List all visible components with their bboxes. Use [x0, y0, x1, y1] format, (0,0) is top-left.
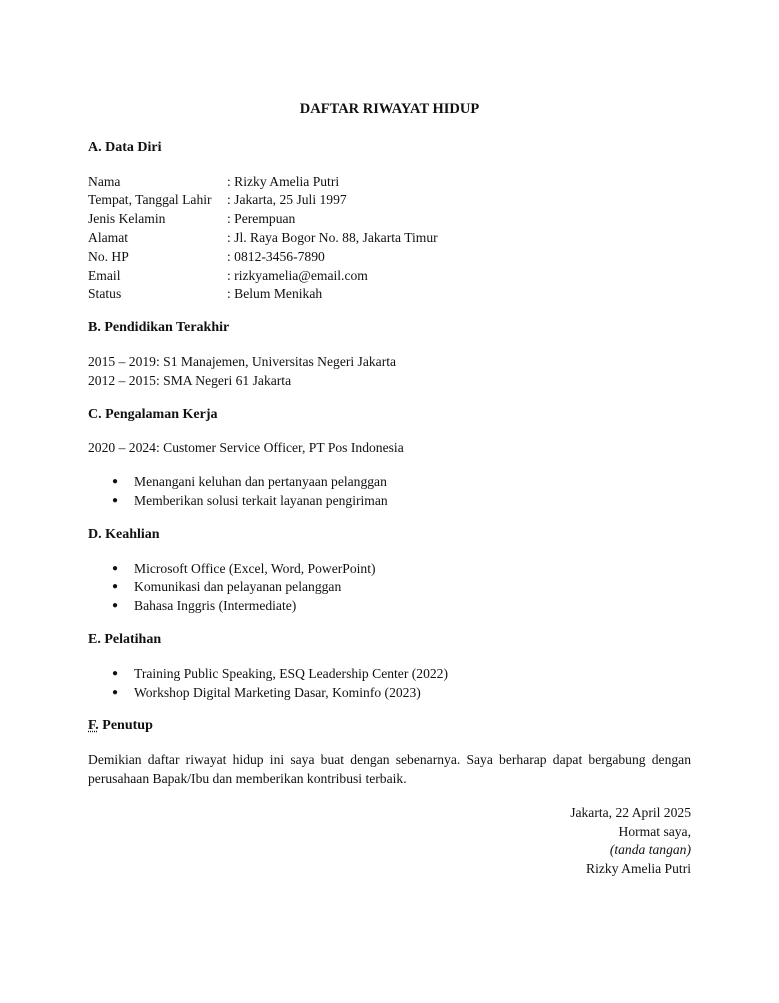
section-c-heading: C. Pengalaman Kerja	[88, 406, 218, 422]
field-value: : Belum Menikah	[227, 286, 323, 302]
personal-data-row	[88, 229, 691, 248]
personal-data-row	[88, 248, 691, 267]
field-label: Nama	[88, 173, 121, 189]
signature-note: (tanda tangan)	[609, 842, 691, 858]
education-item: 2015 – 2019: S1 Manajemen, Universitas Negeri Jakarta	[88, 353, 397, 369]
list-item: ● Microsoft Office (Excel, Word, PowerPoint)	[112, 560, 691, 579]
personal-data-row	[88, 285, 691, 304]
education-item: 2012 – 2015: SMA Negeri 61 Jakarta	[88, 372, 292, 388]
section-f-title: Penutup	[98, 718, 153, 734]
field-label: Email	[88, 267, 121, 283]
job-line: 2020 – 2024: Customer Service Officer, PT Pos Indonesia	[88, 440, 404, 456]
document-title: DAFTAR RIWAYAT HIDUP	[299, 101, 480, 117]
personal-data-row	[88, 267, 691, 286]
field-value: : 0812-3456-7890	[227, 248, 325, 264]
place-date: Jakarta, 22 April 2025	[570, 804, 691, 820]
field-label: Status	[88, 286, 122, 302]
field-value: : Perempuan	[227, 211, 296, 227]
list-item: ● Komunikasi dan pelayanan pelanggan	[112, 578, 691, 597]
personal-data-row	[88, 173, 691, 192]
training-list	[88, 665, 691, 703]
section-b-heading: B. Pendidikan Terakhir	[88, 320, 230, 336]
list-item: ● Bahasa Inggris (Intermediate)	[112, 597, 691, 616]
field-label: No. HP	[88, 248, 129, 264]
personal-data-row	[88, 191, 691, 210]
closing-salutation: Hormat saya,	[618, 823, 691, 839]
list-item: ● Training Public Speaking, ESQ Leadership Center (2022)	[112, 665, 691, 684]
field-value: : Jakarta, 25 Juli 1997	[227, 192, 347, 208]
field-value: : Jl. Raya Bogor No. 88, Jakarta Timur	[227, 229, 438, 245]
job-duties-list	[88, 473, 691, 511]
personal-data-row	[88, 210, 691, 229]
field-label: Jenis Kelamin	[88, 211, 166, 227]
section-d-heading: D. Keahlian	[88, 526, 160, 542]
field-label: Tempat, Tanggal Lahir	[88, 192, 212, 208]
field-value: : rizkyamelia@email.com	[227, 267, 368, 283]
list-item: ● Memberikan solusi terkait layanan pengiriman	[112, 492, 691, 511]
list-item: ● Menangani keluhan dan pertanyaan pelanggan	[112, 473, 691, 492]
education-list	[88, 353, 691, 391]
section-f-heading	[88, 717, 691, 736]
list-item: ● Workshop Digital Marketing Dasar, Kominfo (2023)	[112, 684, 691, 703]
section-e-heading: E. Pelatihan	[88, 631, 162, 647]
field-value: : Rizky Amelia Putri	[227, 173, 340, 189]
section-a-heading: A. Data Diri	[88, 139, 162, 155]
personal-data-list	[88, 173, 691, 305]
field-label: Alamat	[88, 229, 129, 245]
section-f-letter: F.	[88, 718, 99, 734]
closing-paragraph: Demikian daftar riwayat hidup ini saya buat dengan sebenarnya. Saya berharap dapat bergabung dengan perusahaan Bapak/Ibu dan memberikan kontribusi terbaik.	[88, 752, 691, 786]
signer-name: Rizky Amelia Putri	[586, 861, 691, 877]
skills-list	[88, 560, 691, 616]
signature-block	[88, 804, 691, 879]
